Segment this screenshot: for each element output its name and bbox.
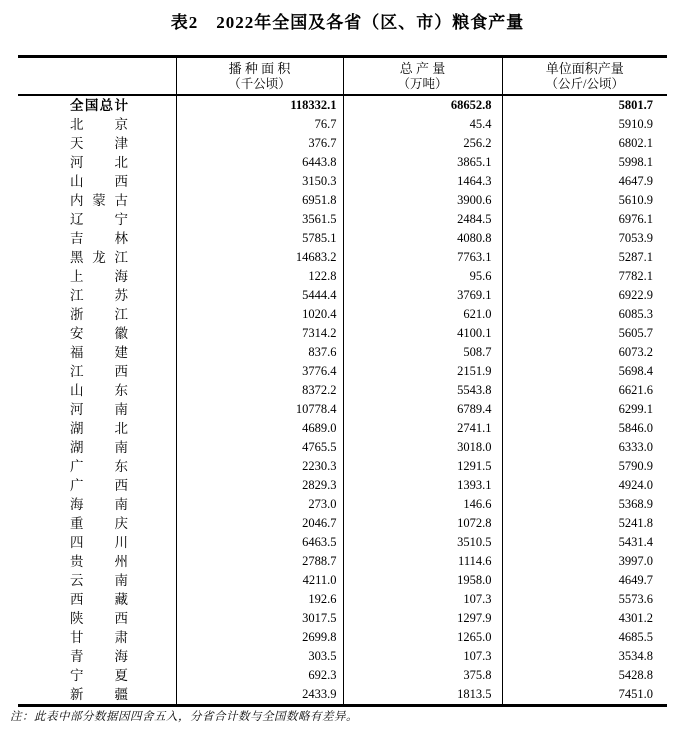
grain-production-table	[18, 55, 667, 707]
yield-value: 6802.1	[502, 134, 667, 153]
region-name-cell	[18, 571, 176, 590]
sown-area-value: 2433.9	[176, 685, 343, 706]
region-name: 西 藏	[70, 592, 128, 607]
region-row	[18, 134, 667, 153]
yield-value: 3997.0	[502, 552, 667, 571]
total-output-value: 1291.5	[343, 457, 502, 476]
region-name: 广 东	[70, 459, 128, 474]
region-name-cell	[18, 666, 176, 685]
yield-value: 6299.1	[502, 400, 667, 419]
total-output-value: 107.3	[343, 647, 502, 666]
page-title: 表2 2022年全国及各省（区、市）粮食产量	[170, 13, 525, 32]
region-name: 新 疆	[70, 687, 128, 702]
yield-value: 7782.1	[502, 267, 667, 286]
total-output-value: 4100.1	[343, 324, 502, 343]
sown-area-value: 4211.0	[176, 571, 343, 590]
region-name-cell	[18, 495, 176, 514]
sown-area-value: 6951.8	[176, 191, 343, 210]
region-name: 江 苏	[70, 288, 128, 303]
region-name-cell	[18, 400, 176, 419]
sown-area-value: 4765.5	[176, 438, 343, 457]
sown-area-value: 8372.2	[176, 381, 343, 400]
sown-area-value: 376.7	[176, 134, 343, 153]
region-name: 山 西	[70, 174, 128, 189]
region-row	[18, 191, 667, 210]
region-row	[18, 267, 667, 286]
region-name-cell	[18, 172, 176, 191]
region-row	[18, 343, 667, 362]
region-name: 山 东	[70, 383, 128, 398]
total-output-value: 3865.1	[343, 153, 502, 172]
region-name-cell	[18, 628, 176, 647]
table-body	[18, 95, 667, 706]
region-row	[18, 476, 667, 495]
total-output-value: 2741.1	[343, 419, 502, 438]
region-row	[18, 647, 667, 666]
sown-area-value: 6443.8	[176, 153, 343, 172]
region-row	[18, 571, 667, 590]
region-row	[18, 609, 667, 628]
yield-value: 5610.9	[502, 191, 667, 210]
footnote: 注：此表中部分数据因四舍五入，分省合计数与全国数略有差异。	[10, 711, 358, 723]
region-name-cell	[18, 381, 176, 400]
sown-area-value: 4689.0	[176, 419, 343, 438]
total-row	[18, 95, 667, 115]
region-row	[18, 153, 667, 172]
region-row	[18, 495, 667, 514]
region-name-cell	[18, 685, 176, 706]
region-name-cell	[18, 343, 176, 362]
yield-value: 5368.9	[502, 495, 667, 514]
sown-area-value: 3150.3	[176, 172, 343, 191]
column-header-yield	[502, 57, 667, 96]
region-name-cell	[18, 95, 176, 115]
total-output-value: 1297.9	[343, 609, 502, 628]
region-name: 福 建	[70, 345, 128, 360]
sown-area-value: 5444.4	[176, 286, 343, 305]
region-name: 广 西	[70, 478, 128, 493]
region-name: 河 北	[70, 155, 128, 170]
sown-area-value: 2230.3	[176, 457, 343, 476]
yield-value: 5428.8	[502, 666, 667, 685]
yield-value: 5241.8	[502, 514, 667, 533]
yield-value: 5605.7	[502, 324, 667, 343]
total-output-value: 3900.6	[343, 191, 502, 210]
total-output-value: 3510.5	[343, 533, 502, 552]
sown-area-value: 2046.7	[176, 514, 343, 533]
region-name-cell	[18, 514, 176, 533]
table-header	[18, 57, 667, 96]
region-name: 湖 南	[70, 440, 128, 455]
sown-area-value: 273.0	[176, 495, 343, 514]
region-name: 河 南	[70, 402, 128, 417]
column-unit-sown-area: （千公顷）	[228, 77, 291, 91]
region-name: 上 海	[70, 269, 128, 284]
total-output-value: 68652.8	[343, 95, 502, 115]
region-name: 辽 宁	[70, 212, 128, 227]
yield-value: 5910.9	[502, 115, 667, 134]
sown-area-value: 1020.4	[176, 305, 343, 324]
total-output-value: 3018.0	[343, 438, 502, 457]
yield-value: 5801.7	[502, 95, 667, 115]
total-output-value: 7763.1	[343, 248, 502, 267]
corner-cell	[18, 57, 176, 96]
region-name: 全 国 总 计	[70, 98, 128, 113]
region-name-cell	[18, 552, 176, 571]
sown-area-value: 2699.8	[176, 628, 343, 647]
region-name: 海 南	[70, 497, 128, 512]
region-name-cell	[18, 609, 176, 628]
region-row	[18, 286, 667, 305]
yield-value: 5698.4	[502, 362, 667, 381]
region-name: 浙 江	[70, 307, 128, 322]
total-output-value: 4080.8	[343, 229, 502, 248]
region-row	[18, 533, 667, 552]
column-unit-total-output: （万吨）	[397, 77, 448, 91]
yield-value: 5431.4	[502, 533, 667, 552]
yield-value: 6976.1	[502, 210, 667, 229]
yield-value: 5790.9	[502, 457, 667, 476]
region-row	[18, 685, 667, 706]
sown-area-value: 837.6	[176, 343, 343, 362]
region-row	[18, 115, 667, 134]
sown-area-value: 3776.4	[176, 362, 343, 381]
yield-value: 5998.1	[502, 153, 667, 172]
region-name-cell	[18, 115, 176, 134]
yield-value: 4924.0	[502, 476, 667, 495]
region-name: 四 川	[70, 535, 128, 550]
region-name: 湖 北	[70, 421, 128, 436]
region-row	[18, 248, 667, 267]
region-name-cell	[18, 419, 176, 438]
region-name-cell	[18, 134, 176, 153]
region-row	[18, 210, 667, 229]
region-row	[18, 552, 667, 571]
total-output-value: 508.7	[343, 343, 502, 362]
total-output-value: 1265.0	[343, 628, 502, 647]
region-name-cell	[18, 476, 176, 495]
yield-value: 4685.5	[502, 628, 667, 647]
total-output-value: 3769.1	[343, 286, 502, 305]
region-row	[18, 419, 667, 438]
sown-area-value: 76.7	[176, 115, 343, 134]
total-output-value: 6789.4	[343, 400, 502, 419]
yield-value: 7053.9	[502, 229, 667, 248]
yield-value: 6922.9	[502, 286, 667, 305]
sown-area-value: 2788.7	[176, 552, 343, 571]
region-name: 宁 夏	[70, 668, 128, 683]
total-output-value: 1072.8	[343, 514, 502, 533]
total-output-value: 1813.5	[343, 685, 502, 706]
region-row	[18, 400, 667, 419]
region-name-cell	[18, 590, 176, 609]
column-label-yield: 单位面积产量	[545, 61, 624, 76]
region-name: 吉 林	[70, 231, 128, 246]
sown-area-value: 5785.1	[176, 229, 343, 248]
yield-value: 5846.0	[502, 419, 667, 438]
total-output-value: 621.0	[343, 305, 502, 324]
region-name-cell	[18, 248, 176, 267]
region-name-cell	[18, 153, 176, 172]
yield-value: 7451.0	[502, 685, 667, 706]
sown-area-value: 122.8	[176, 267, 343, 286]
region-name: 甘 肃	[70, 630, 128, 645]
total-output-value: 1393.1	[343, 476, 502, 495]
header-row	[18, 57, 667, 96]
sown-area-value: 303.5	[176, 647, 343, 666]
region-row	[18, 514, 667, 533]
region-name: 青 海	[70, 649, 128, 664]
yield-value: 3534.8	[502, 647, 667, 666]
total-output-value: 45.4	[343, 115, 502, 134]
column-header-total-output	[343, 57, 502, 96]
sown-area-value: 3561.5	[176, 210, 343, 229]
region-name: 陕 西	[70, 611, 128, 626]
total-output-value: 5543.8	[343, 381, 502, 400]
sown-area-value: 10778.4	[176, 400, 343, 419]
total-output-value: 2151.9	[343, 362, 502, 381]
sown-area-value: 3017.5	[176, 609, 343, 628]
region-name: 黑 龙 江	[70, 250, 128, 265]
total-output-value: 375.8	[343, 666, 502, 685]
yield-value: 6621.6	[502, 381, 667, 400]
region-row	[18, 438, 667, 457]
region-name-cell	[18, 438, 176, 457]
total-output-value: 256.2	[343, 134, 502, 153]
total-output-value: 146.6	[343, 495, 502, 514]
sown-area-value: 7314.2	[176, 324, 343, 343]
region-name: 云 南	[70, 573, 128, 588]
sown-area-value: 2829.3	[176, 476, 343, 495]
region-row	[18, 628, 667, 647]
total-output-value: 1464.3	[343, 172, 502, 191]
column-label-sown-area: 播 种 面 积	[228, 61, 291, 76]
total-output-value: 2484.5	[343, 210, 502, 229]
region-name-cell	[18, 229, 176, 248]
region-name-cell	[18, 267, 176, 286]
total-output-value: 1114.6	[343, 552, 502, 571]
sown-area-value: 118332.1	[176, 95, 343, 115]
total-output-value: 107.3	[343, 590, 502, 609]
region-row	[18, 590, 667, 609]
region-row	[18, 172, 667, 191]
region-name-cell	[18, 210, 176, 229]
region-row	[18, 305, 667, 324]
yield-value: 6333.0	[502, 438, 667, 457]
column-unit-yield: （公斤/公顷）	[545, 77, 624, 91]
sown-area-value: 692.3	[176, 666, 343, 685]
total-output-value: 1958.0	[343, 571, 502, 590]
total-output-value: 95.6	[343, 267, 502, 286]
sown-area-value: 192.6	[176, 590, 343, 609]
yield-value: 6073.2	[502, 343, 667, 362]
region-name-cell	[18, 191, 176, 210]
region-name: 重 庆	[70, 516, 128, 531]
sown-area-value: 6463.5	[176, 533, 343, 552]
yield-value: 5287.1	[502, 248, 667, 267]
region-name: 安 徽	[70, 326, 128, 341]
region-row	[18, 457, 667, 476]
region-name-cell	[18, 324, 176, 343]
region-row	[18, 381, 667, 400]
region-name-cell	[18, 457, 176, 476]
region-name: 天 津	[70, 136, 128, 151]
region-name: 内 蒙 古	[70, 193, 128, 208]
region-name-cell	[18, 286, 176, 305]
yield-value: 5573.6	[502, 590, 667, 609]
region-name-cell	[18, 305, 176, 324]
yield-value: 6085.3	[502, 305, 667, 324]
yield-value: 4647.9	[502, 172, 667, 191]
region-name: 江 西	[70, 364, 128, 379]
region-name-cell	[18, 533, 176, 552]
yield-value: 4649.7	[502, 571, 667, 590]
region-name-cell	[18, 362, 176, 381]
region-row	[18, 324, 667, 343]
region-row	[18, 666, 667, 685]
column-header-sown-area	[176, 57, 343, 96]
yield-value: 4301.2	[502, 609, 667, 628]
region-row	[18, 229, 667, 248]
region-name: 北 京	[70, 117, 128, 132]
column-label-total-output: 总 产 量	[399, 61, 446, 76]
sown-area-value: 14683.2	[176, 248, 343, 267]
region-row	[18, 362, 667, 381]
region-name: 贵 州	[70, 554, 128, 569]
region-name-cell	[18, 647, 176, 666]
